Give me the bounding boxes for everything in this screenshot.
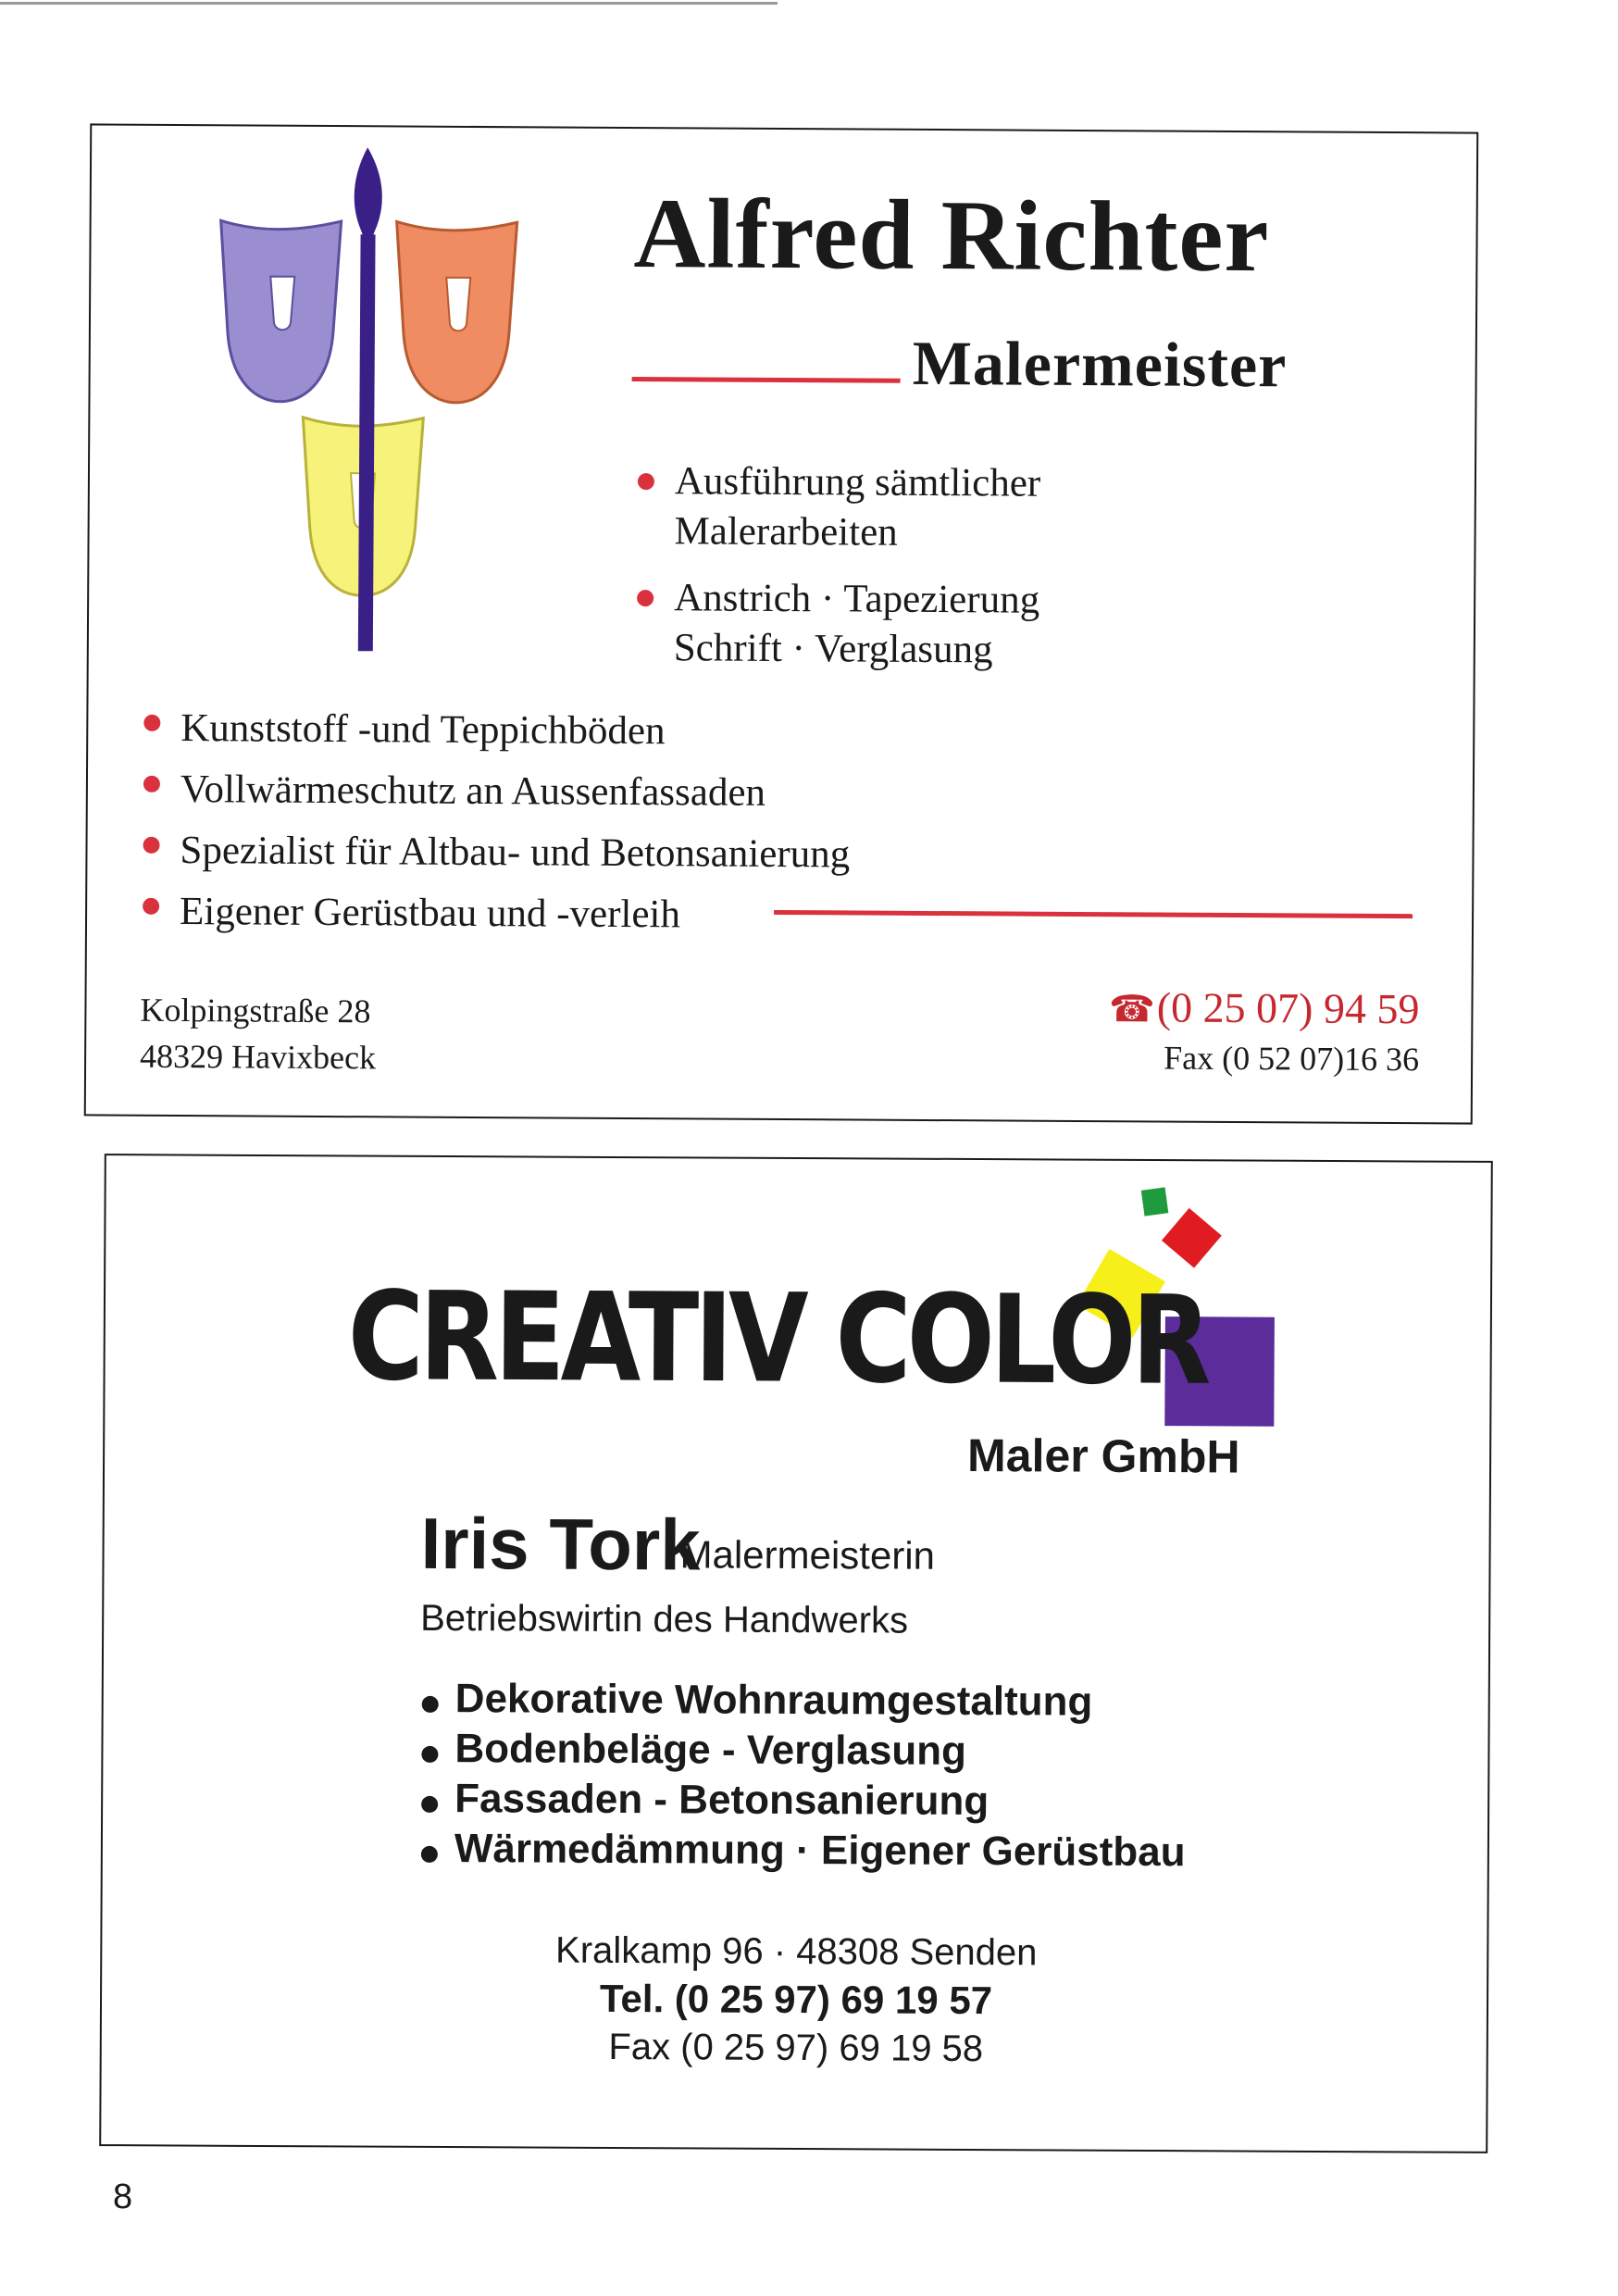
list-item: Spezialist für Altbau- und Betonsanierung xyxy=(141,820,850,886)
brand-name: CREATIV COLOR xyxy=(347,1266,1208,1413)
bullet-icon xyxy=(143,837,159,854)
address: Kralkamp 96 · 48308 Senden xyxy=(555,1929,1038,1974)
page-number: 8 xyxy=(113,2177,133,2216)
list-item: Eigener Gerüstbau und -verleih xyxy=(141,881,850,947)
phone-number: ☎(0 25 07) 94 59 xyxy=(1108,983,1420,1033)
services-list xyxy=(419,1674,1187,1878)
bullet-icon xyxy=(143,898,159,915)
telephone-icon: ☎ xyxy=(1108,988,1155,1030)
services-list-top xyxy=(635,456,1041,693)
ad-alfred-richter xyxy=(84,123,1479,1124)
list-item: Ausführung sämtlicher Malerarbeiten xyxy=(635,456,1040,559)
bullet-icon xyxy=(421,1846,438,1863)
company-name: Alfred Richter xyxy=(633,179,1270,293)
brand-subtitle: Maler GmbH xyxy=(966,1429,1240,1483)
fax-number: Fax (0 52 07)16 36 xyxy=(1164,1039,1420,1079)
green-square-icon xyxy=(1141,1187,1169,1216)
list-item: Bodenbeläge - Verglasung xyxy=(419,1724,1186,1778)
bullet-icon xyxy=(638,473,654,490)
list-item: Dekorative Wohnraumgestaltung xyxy=(420,1674,1187,1728)
red-square-icon xyxy=(1162,1208,1222,1268)
list-item: Vollwärmeschutz an Aussenfassaden xyxy=(142,759,851,825)
list-item: Fassaden - Betonsanierung xyxy=(419,1774,1186,1828)
contact xyxy=(102,1924,1491,2076)
phone-number: Tel. (0 25 97) 69 19 57 xyxy=(599,1976,993,2023)
bullet-icon xyxy=(637,590,653,606)
services-list-bottom xyxy=(141,698,851,947)
address: Kolpingstraße 28 48329 Havixbeck xyxy=(140,991,377,1077)
bullet-icon xyxy=(421,1796,438,1813)
painter-masks-logo-icon xyxy=(209,146,527,667)
person-subtitle: Betriebswirtin des Handwerks xyxy=(420,1597,909,1641)
fax-number: Fax (0 25 97) 69 19 58 xyxy=(608,2026,984,2070)
person-role: Malermeisterin xyxy=(679,1532,936,1578)
scan-top-edge xyxy=(0,2,778,5)
bullet-icon xyxy=(421,1746,438,1763)
list-item: Kunststoff -und Teppichböden xyxy=(142,698,851,764)
bullet-icon xyxy=(143,715,160,731)
person-name: Iris Tork xyxy=(420,1502,701,1586)
bullet-icon xyxy=(422,1696,439,1713)
list-item: Anstrich · Tapezierung Schrift · Verglasung xyxy=(635,573,1040,676)
bullet-icon xyxy=(143,776,160,792)
ad-creativ-color xyxy=(99,1154,1493,2153)
red-divider xyxy=(774,910,1413,918)
contact xyxy=(1109,983,1420,1083)
list-item: Wärmedämmung · Eigener Gerüstbau xyxy=(419,1824,1186,1878)
job-title: Malermeister xyxy=(912,327,1288,401)
red-divider xyxy=(632,377,901,383)
